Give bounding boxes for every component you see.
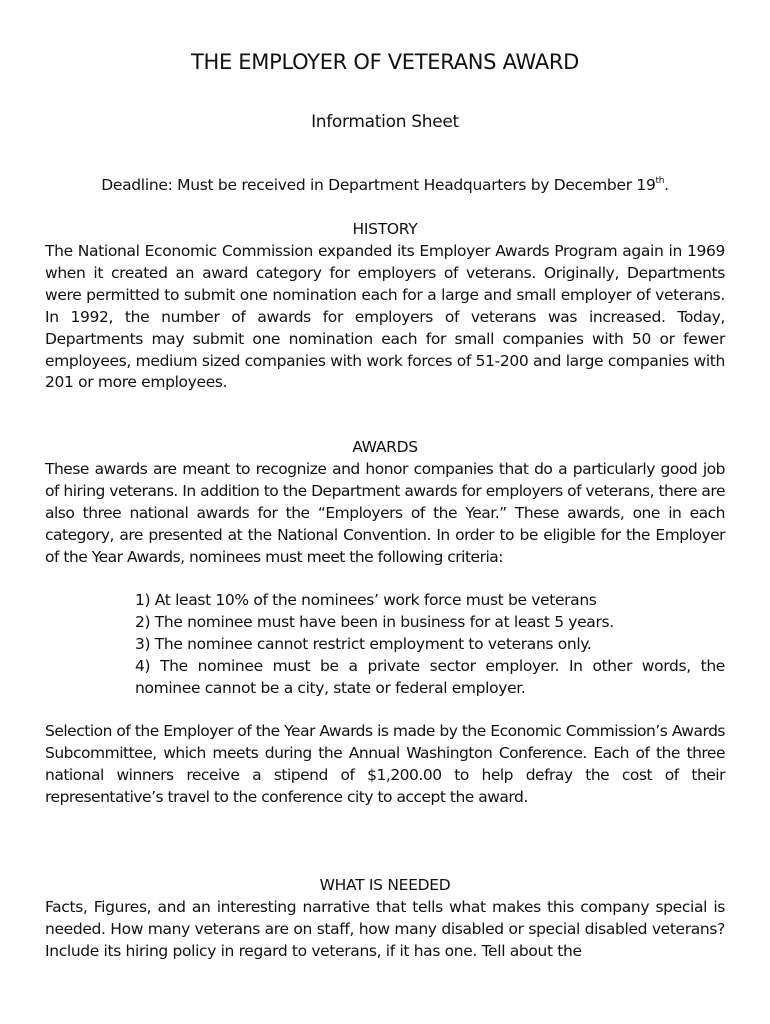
criteria-item-2: 2) The nominee must have been in business for at least 5 years. (135, 612, 614, 631)
deadline-superscript: th (655, 176, 665, 186)
history-heading: HISTORY (352, 220, 418, 238)
criteria-item-4: 4) The nominee must be a private sector employer. In other words, the nominee cannot be a city, state or federal employer. (135, 656, 725, 697)
selection-paragraph: Selection of the Employer of the Year Awards is made by the Economic Commission’s Awards Subcommittee, which meets during the Annual Washington Conference. Each of the three national winners receive a stipend of $1,200.00 to help defray the cost of their representative’s travel to the conference city to accept the award. (45, 722, 725, 806)
deadline-end: . (664, 176, 669, 194)
history-paragraph: The National Economic Commission expanded its Employer Awards Program again in 1969 when it created an award category for employers of veterans. Originally, Departments were permitted to submit one nomination each for a large and small employer of veterans. In 1992, the number of awards for employers of veterans was increased. Today, Departments may submit one nomination each for small companies with 50 or fewer employees, medium sized companies with work forces of 51-200 and large companies with 201 or more employees. (45, 242, 725, 392)
document-subtitle: Information Sheet (311, 112, 459, 132)
deadline-line (0, 176, 770, 194)
criteria-item-1: 1) At least 10% of the nominees’ work force must be veterans (135, 591, 597, 609)
what-is-needed-heading: WHAT IS NEEDED (319, 876, 451, 894)
awards-heading: AWARDS (352, 438, 418, 456)
deadline-text: Deadline: Must be received in Department Headquarters by December 19 (101, 176, 656, 194)
awards-paragraph: These awards are meant to recognize and honor companies that do a particularly good job of hiring veterans. In addition to the Department awards for employers of veterans, there are also three national awards for the “Employers of the Year.” These awards, one in each category, are presented at the National Convention. In order to be eligible for the Employer of the Year Awards, nominees must meet the following criteria: (45, 460, 725, 566)
document-title: THE EMPLOYER OF VETERANS AWARD (190, 50, 580, 74)
what-is-needed-paragraph: Facts, Figures, and an interesting narrative that tells what makes this company special is needed. How many veterans are on staff, how many disabled or special disabled veterans? Include its hiring policy in regard to veterans, if it has one. Tell about the (45, 898, 725, 960)
criteria-list (135, 590, 725, 700)
criteria-item-3: 3) The nominee cannot restrict employment to veterans only. (135, 634, 592, 653)
